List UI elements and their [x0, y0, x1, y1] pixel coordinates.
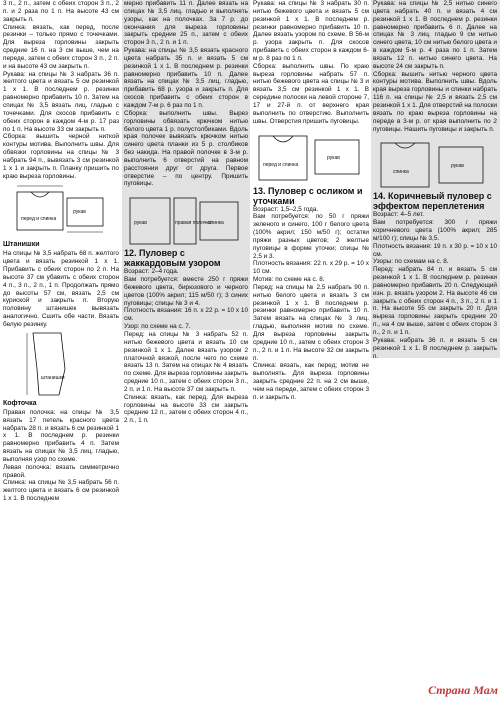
- col1-text-6: Правая полочка: на спицы № 3,5 вязать 17 петель красного цвета набрать 28 п. и вязать 6 см резинкой 1 х 1. В последнем р. резинки равномерно прибавить 4 п. Затем вязать на спицах № 3,5 лиц. гладью, выполняя узор по схеме.: [3, 408, 119, 463]
- cardigan-heading: Кофточка: [3, 399, 37, 407]
- label-back-14: спинка: [393, 169, 409, 176]
- col3-text-4: Вам потребуется: по 50 г пряжи зеленого и синего, 100 г белого цвета (100% акрил; 150 м/50 г); остатки пряжи разных цветов; 2 желтые пуговицы в форме уточки; спицы № 2,5 и 3.: [253, 213, 369, 260]
- schematic-pants: [3, 329, 119, 399]
- col3-text-3: Возраст: 1,5–2,5 года.: [253, 205, 319, 213]
- section-14-title: 14. Коричневый пуловер с эффектом переплетения: [373, 191, 492, 212]
- col3-text-5: Плотность вязания: 22 п. х 29 р. = 10 х 10 см.: [253, 260, 369, 276]
- col4-text-1: Рукава: на спицы № 2,5 нитью синего цвета набрать 40 п. и вязать 4 см резинкой 1 х 1. В последнем р. резинки равномерно прибавить 6 п. Далее на спицах № 3 лиц. гладью 9 см нитью синего цвета, 10 см нитью белого цвета и в каждом 5-м р. 4 раза по 1 п. Затем вязать 12 п. нитью синего цвета. На высоте 24 см закрыть п.: [373, 0, 497, 70]
- label-sleeve-14: рукав: [451, 163, 464, 170]
- col2-text-9: Спинка: вязать, как перед. Для выреза горловины на высоте 33 см закрыть средние 12 п., затем с обеих сторон 4 п., 2 п., 1 п.: [124, 393, 248, 425]
- col3-text-6: Мотив: по схеме на с. 8.: [253, 276, 325, 284]
- label-sleeve-13: рукав: [327, 154, 340, 161]
- column-1: [3, 0, 119, 503]
- schematic-sweater-13: [253, 126, 369, 186]
- column-3: [253, 0, 369, 402]
- col2-text-1: мерно прибавить 11 п. Далее вязать на спицах № 3,5 лиц. гладью и выполнять узоры, как на полочках. За 7 р. до окончания для выреза горловины закрыть средние 25 п., затем с обеих сторон 3 п., 2 п. и 1 п.: [124, 0, 248, 47]
- col3-text-2: Сборка: выполнить швы. По краю выреза горловины набрать 57 п. нитью бежевого цвета на спицы № 3 и вязать 3,5 см резинкой 1 х 1. В середине полоски на левой стороне 7, 17 и 27-й п. от верхнего края выполнить по отверстию. Выполнить швы. Отверстия пришить пуговицы.: [253, 62, 369, 125]
- col2-text-2: Рукава: на спицы № 3,5 вязать красного цвета набрать 35 п. и вязать 5 см резинкой 1 х 1. В последнем р. резинки равномерно прибавить 10 п. Далее вязать на спицах № 3,5 лиц. гладью, прибавить 68 р. узора и закрыть п. Для скосов прибавить с обеих сторон в каждом 7-м р. 6 раз по 1 п.: [124, 47, 248, 109]
- col4-text-4: Вам потребуется: 300 г пряжи коричневого цвета (100% акрил; 285 м/100 г); спицы № 3,5.: [373, 219, 497, 242]
- col4-text-6: Узоры: по схемам на с. 8.: [373, 258, 449, 266]
- label-sleeve: рукав: [73, 209, 86, 216]
- section-12-title: 12. Пуловер с жаккардовым узором: [124, 248, 221, 269]
- col1-text-7: Левая полочка: вязать симметрично правой.: [3, 463, 119, 479]
- label-cardigan-sleeve: рукав: [134, 220, 147, 227]
- col2-text-3: Сборка: выполнить швы. Вырез горловины обвязать крючком нитью белого цвета 1 р. полустолбиками. Вдоль края полочек вывязать крючком нитью синего цвета планки из 5 р. столбиков без накида. На правой полочке в 3-м р. выполнить 6 отверстий на равном расстоянии друг от друга. Первое отверстие – по центру. Пришить пуговицы.: [124, 109, 248, 188]
- col1-text-2: Спинка: вязать, как перед, после резинки – только прямо с точечками. Для выреза горловины закрыть средние 16 п. на 3 см выше, чем на переде, затем с обеих сторон 3 п., 2 п. и на высоте 43 см закрыть п.: [3, 23, 119, 70]
- col1-text-3: Рукава: на спицы № 3 набрать 36 п. желтого цвета и вязать 5 см резинкой 1 х 1. В последнем р. резинки равномерно прибавить 10 п. Затем на спицах № 3,5 вязать лиц. гладью с точечками. Для скосов прибавить с обеих сторон в каждом 4-м р. 17 раз по 1 п. На высоте 33 см закрыть п.: [3, 70, 119, 133]
- label-right-front: правая полочка: [175, 220, 212, 227]
- col1-text-5: На спицы № 3,5 набрать 68 п. желтого цвета и вязать резинкой 1 х 1. Прибавить с обеих сторон по 2 п. На высоте 37 см убавить с обеих сторон 4 п., 3 п., 2 п., 1 п. Продолжать прямо до высоты 57 см, вязать 2,5 см куриской и закрыть п. Вторую половину штанишек вывязать аналогично. Сшить обе части. Вязать белую резинку.: [3, 250, 119, 328]
- col2-text-7: Узор: по схеме на с. 7.: [124, 323, 191, 331]
- col2-text-4: Возраст: 2–4 года.: [124, 268, 179, 276]
- watermark-logo: Страна Мам: [428, 683, 498, 697]
- label-front-back: перед и спинка: [21, 216, 57, 223]
- col1-text-1: 3 п., 2 п., затем с обеих сторон 3 п., 2 п. и 2 раза по 1 п. На высоте 43 см закрыть п.: [3, 0, 119, 23]
- label-back: спинка: [208, 220, 224, 227]
- col3-text-8: Спинка: вязать, как перед; мотив не выполнять. Для выреза горловины закрыть средние 22 п. на 2 см выше, чем на переде, затем с обеих сторон 3 п. и закрыть п.: [253, 362, 369, 401]
- col1-text-8: Спинка: на спицы № 3,5 набрать 56 п. желтого цвета и вязать 6 см резинкой 1 х 1. В последнем: [3, 479, 119, 503]
- col4-text-2: Сборка: вышить нитью черного цвета контуры мотива. Выполнить швы. Вдоль края выреза горловины и спинки набрать 116 п. на спицы № 2,5 и вязать 2,5 см резинкой 1 х 1. Для отверстий на полоски вязать по краю выреза горловины на переде в 3-м р. от края выполнить по 2 пуговицы. Нашить пуговицы и закрыть п.: [373, 70, 497, 133]
- section-13-title: 13. Пуловер с осликом и уточками: [253, 185, 363, 206]
- col2-text-5: Вам потребуется: вместе 250 г пряжи бежевого цвета, бирюзового и черного цветов (100% акрил; 115 м/50 г); 3 синих пуговицы; спицы № 3 и 4.: [124, 276, 248, 307]
- col4-text-3: Возраст: 4–5 лет.: [373, 211, 424, 219]
- col3-text-1: Рукава: на спицы № 3 набрать 30 п. нитью бежевого цвета и вязать 5 см резинкой 1 х 1. В последнем р. резинки равномерно прибавить 10 п. Далее вязать узором по схеме. В 56-м р. узора закрыть п. Для скосов прибавить с обеих сторон в каждом 6-м р. 8 раз по 1 п.: [253, 0, 369, 62]
- col3-text-7: Перед: на спицы № 2,5 набрать 90 п. нитью белого цвета и вязать 3 см резинкой 1 х 1. В последнем р. резинки равномерно прибавить 10 п. Затем вязать на спицах № 3 лиц. гладью, выполняя мотив по схеме. Для выреза горловины закрыть средние 10 п., затем с обеих сторон 3 п., 2 п. и 1 п. На высоте 32 см закрыть п.: [253, 283, 369, 362]
- col2-text-6: Плотность вязания: 16 п. x 22 р. = 10 х 10 см.: [124, 307, 248, 323]
- col4-text-8: Рукава: набрать 36 п. и вязать 5 см резинкой 1 х 1. В последнем р. закрыть п.: [373, 336, 497, 360]
- col4-text-5: Плотность вязания: 19 п. х 30 р. = 10 х 10 см.: [373, 242, 497, 258]
- pants-heading: Штанишки: [3, 241, 40, 249]
- schematic-sweater-14: [373, 133, 497, 191]
- column-2: [124, 0, 248, 425]
- label-front-back-13: перед и спинка: [263, 161, 299, 168]
- schematic-sweater-1: [3, 180, 119, 240]
- label-pants: штанишки: [41, 374, 65, 381]
- col1-text-4: Сборка: вышить черной ниткой контуры мотива. Выполнить швы. Для обвязки горловины на спицы № 3 набрать 94 п., вывязать 3 см резинкой 1 х 1 и закрыть п. Планку пришить по краю выреза горловины.: [3, 133, 119, 180]
- col4-text-7: Перед: набрать 84 п. и вязать 5 см резинкой 1 х 1. В последнем р. резинки равномерно прибавить 20 п. Следующий изн. р. вязать узором 2. На высоте 46 см закрыть с обеих сторон 4 п., 3 п., 2 п. и 1 п. На высоте 55 см закрыть 20 п. Для выреза горловины закрыть средние 20 п., на 4 см выше, затем с обеих сторон 3 п., 2 п. и 1 п.: [373, 266, 497, 336]
- col2-text-8: Перед: на спицы № 3 набрать 52 п. нитью бежевого цвета и вязать 10 см резинкой 1 х 1. Далее вязать узором 2 платочной вязкой, после чего по схеме вязать 13 п. Затем на спицах № 4 вязать по схеме. Для выреза горловины закрыть средние 10 п., затем с обеих сторон 3 п., 2 п. и 1 п. На высоте 37 см закрыть п.: [124, 331, 248, 393]
- schematic-cardigan: [124, 188, 248, 248]
- column-4: [373, 0, 497, 360]
